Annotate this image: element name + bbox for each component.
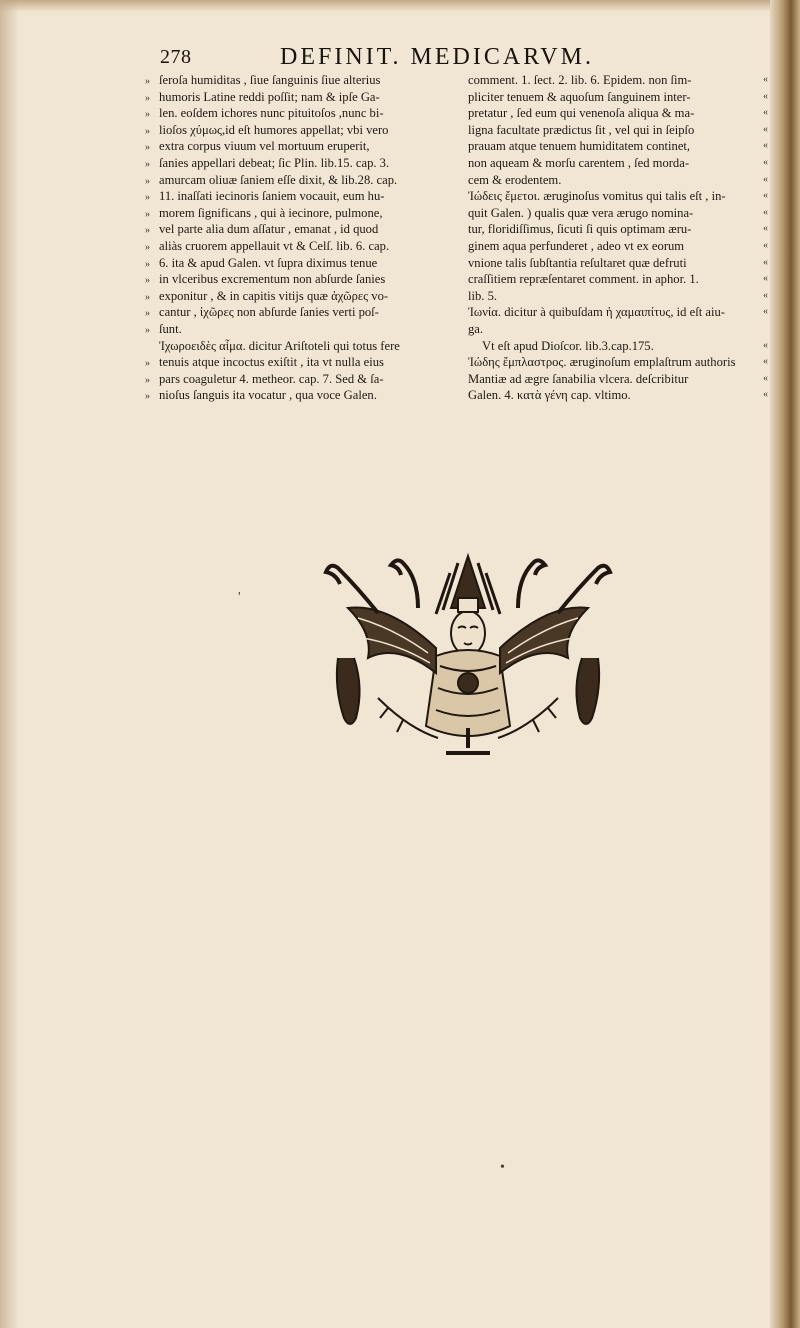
text-line [468,387,768,404]
text-line [145,304,445,321]
quotation-mark: « [763,339,768,351]
quotation-mark: » [145,291,150,303]
paper-speck: • [500,1160,505,1175]
text-line [468,304,768,321]
text-line [468,338,768,355]
line-text: aliàs cruorem appellauit vt & Celſ. lib. 6. cap. [159,238,390,253]
line-text: nioſus ſanguis ita vocatur , qua voce Galen. [159,388,377,403]
text-line [145,188,445,205]
quotation-mark: » [145,208,150,220]
quotation-mark: » [145,258,150,270]
text-line [145,288,445,305]
text-line [145,371,445,388]
text-line [468,271,768,288]
quotation-mark: » [145,308,150,320]
line-text: cantur , ἰχῶρες non abſurde ſanies verti poſ- [159,305,379,320]
quotation-mark: « [763,206,768,218]
text-line [145,155,445,172]
quotation-mark: « [763,90,768,102]
line-text: ſunt. [159,321,182,336]
quotation-mark: « [763,389,768,401]
text-line [468,172,768,189]
quotation-mark: » [145,324,150,336]
line-text: quit Galen. ) qualis quæ vera ærugo nomina- [468,205,694,220]
paper-speck: ' [238,590,241,605]
left-column [145,72,445,404]
line-text: cem & erodentem. [468,172,562,187]
quotation-mark: » [145,275,150,287]
quotation-mark: » [145,142,150,154]
text-line [145,338,445,355]
text-line [145,105,445,122]
page-number: 278 [160,46,192,68]
line-text: humoris Latine reddi poſſit; nam & ipſe Ga- [159,89,380,104]
line-text: morem ſignificans , qui à iecinore, pulmone, [159,205,383,220]
line-text: 11. inaſſati iecinoris ſaniem vocauit, eum hu- [159,189,385,204]
line-text: ginem aqua perfunderet , adeo vt ex eorum [468,238,685,253]
line-text: pretatur , ſed eum qui venenoſa aliqua & ma- [468,106,695,121]
text-line [468,371,768,388]
text-line [468,288,768,305]
line-text: Ἰχωροειδὲς αἷμα. dicitur Ariſtoteli qui totus fere [159,338,400,353]
line-text: ga. [468,321,484,336]
quotation-mark: « [763,156,768,168]
text-line [145,172,445,189]
line-text: Ἰωνία. dicitur à quibuſdam ἡ χαμαιπίτυς, id eſt aiu- [468,305,725,320]
quotation-mark: « [763,372,768,384]
quotation-mark: » [145,225,150,237]
quotation-mark: » [145,76,150,87]
line-text: len. eoſdem ichores nunc pituitoſos ,nunc bi- [159,106,384,121]
text-line [145,138,445,155]
text-line [468,255,768,272]
text-line [145,238,445,255]
quotation-mark: « [763,239,768,251]
line-text: Ἰώδης ἔμπλαστρος. æruginoſum emplaſtrum authoris [468,355,736,370]
line-text: prauam atque tenuem humiditatem continet, [468,139,691,154]
quotation-mark: » [145,192,150,204]
text-line [145,89,445,106]
quotation-mark: « [763,123,768,135]
text-line [468,321,768,338]
line-text: pars coaguletur 4. metheor. cap. 7. Sed & ſa- [159,371,384,386]
line-text: Mantiæ ad ægre ſanabilia vlcera. deſcribitur [468,371,689,386]
quotation-mark: « [763,289,768,301]
text-line [468,221,768,238]
quotation-mark: » [145,391,150,403]
quotation-mark: » [145,175,150,187]
text-line [145,354,445,371]
quotation-mark: « [763,140,768,152]
text-line [468,105,768,122]
quotation-mark: « [763,173,768,185]
line-text: ſanies appellari debeat; ſic Plin. lib.15. cap. 3. [159,155,390,170]
line-text: non aqueam & morſu carentem , ſed morda- [468,155,690,170]
text-line [468,138,768,155]
line-text: extra corpus viuum vel mortuum eruperit, [159,139,370,154]
line-text: vel parte alia dum aſſatur , emanat , id quod [159,222,379,237]
book-edge [770,0,800,1328]
quotation-mark: « [763,223,768,235]
line-text: craſſitiem repræſentaret comment. in aphor. 1. [468,272,699,287]
running-head [160,44,630,70]
quotation-mark: « [763,356,768,368]
quotation-mark: » [145,109,150,121]
text-line [145,387,445,404]
page-title: DEFINIT. MEDICARVM. [280,44,594,70]
quotation-mark: « [763,190,768,202]
quotation-mark: « [763,74,768,85]
line-text: lib. 5. [468,288,498,303]
text-line [145,271,445,288]
quotation-mark: « [763,256,768,268]
text-line [468,238,768,255]
text-line [468,155,768,172]
line-text: ſeroſa humiditas , ſiue ſanguinis ſiue alterius [159,73,381,87]
text-line [145,221,445,238]
text-line [145,72,445,89]
line-text: comment. 1. ſect. 2. lib. 6. Epidem. non ſim- [468,73,692,87]
right-column [468,72,768,404]
quotation-mark: « [763,273,768,285]
text-line [468,205,768,222]
line-text: amurcam oliuæ ſaniem eſſe dixit, & lib.28. cap. [159,172,398,187]
line-text: 6. ita & apud Galen. vt ſupra diximus tenue [159,255,378,270]
line-text: tenuis atque incoctus exiſtit , ita vt nulla eius [159,355,384,370]
top-edge-shadow [0,0,800,12]
line-text: lioſos χύμως,id eſt humores appellat; vbi vero [159,122,389,137]
printers-ornament-icon [318,548,618,763]
text-line [468,122,768,139]
line-text: ligna facultate prædictus ſit , vel qui in ſeipſo [468,122,695,137]
text-line [468,72,768,89]
line-text: in vlceribus excrementum non abſurde ſanies [159,272,386,287]
line-text: tur, floridiſſimus, ſicuti ſi quis optimam æru- [468,222,692,237]
quotation-mark: » [145,92,150,104]
line-text: pliciter tenuem & aquoſum ſanguinem inter- [468,89,691,104]
quotation-mark: » [145,241,150,253]
line-text: Galen. 4. κατὰ γένη cap. vltimo. [468,388,631,403]
quotation-mark: « [763,306,768,318]
text-line [145,205,445,222]
quotation-mark: » [145,158,150,170]
text-line [468,89,768,106]
spine-shadow [0,0,18,1328]
text-line [145,122,445,139]
quotation-mark: « [763,107,768,119]
quotation-mark: » [145,125,150,137]
line-text: Ἰώδεις ἔμετοι. æruginoſus vomitus qui talis eſt , in- [468,189,726,204]
quotation-mark: » [145,374,150,386]
text-line [145,321,445,338]
quotation-mark: » [145,358,150,370]
line-text: Vt eſt apud Dioſcor. lib.3.cap.175. [482,338,654,353]
text-line [468,188,768,205]
text-line [468,354,768,371]
line-text: vnione talis ſubſtantia reſultaret quæ defruti [468,255,687,270]
text-line [145,255,445,272]
line-text: exponitur , & in capitis vitijs quæ ἀχῶρες vo- [159,288,389,303]
